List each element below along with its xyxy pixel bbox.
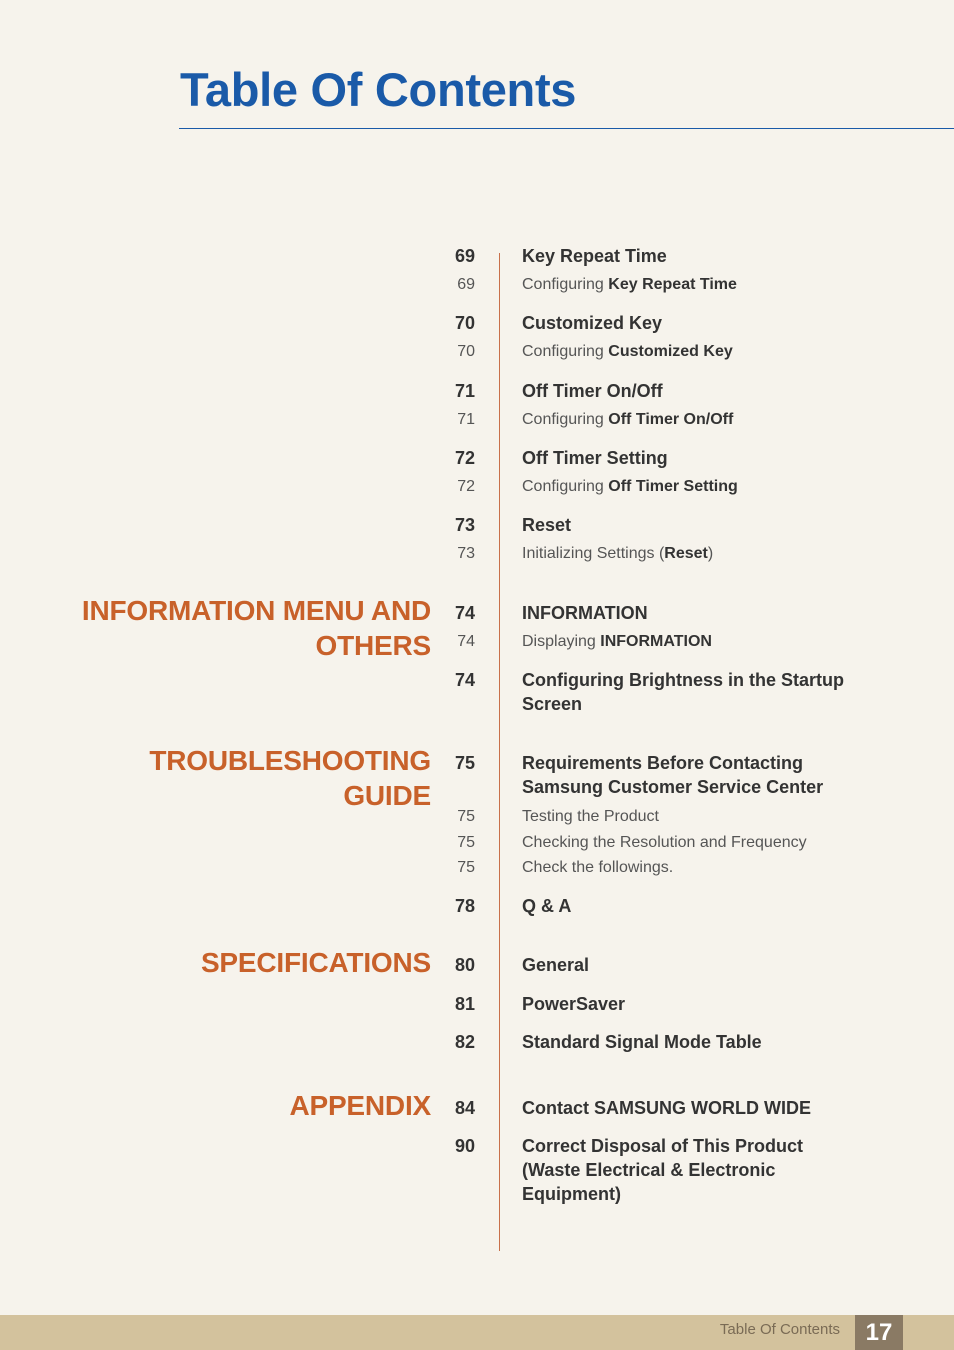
page-number-badge: 17 xyxy=(855,1315,903,1350)
section-title-line: OTHERS xyxy=(315,630,431,661)
entry-label: Reset xyxy=(522,515,572,535)
entry-bold: Reset xyxy=(664,545,708,562)
title-rule xyxy=(179,128,954,129)
entry-label-line: Samsung Customer Service Center xyxy=(522,777,824,797)
entry-label: General xyxy=(522,955,590,975)
entry-label: Check the followings. xyxy=(522,859,674,876)
page-number: 69 xyxy=(457,276,475,293)
entry-label-line: (Waste Electrical & Electronic xyxy=(522,1160,776,1180)
entry-label xyxy=(522,340,882,364)
page-number: 74 xyxy=(454,670,475,690)
entry-label xyxy=(522,408,882,432)
entry-label xyxy=(522,475,882,499)
page-number: 72 xyxy=(457,478,475,495)
page-number: 73 xyxy=(457,545,475,562)
entry-label: Off Timer Setting xyxy=(522,448,668,468)
entry-prefix: Configuring xyxy=(522,478,604,495)
entry-label xyxy=(522,751,882,799)
page-number: 74 xyxy=(457,633,475,650)
entry-bold: INFORMATION xyxy=(600,633,712,650)
entry-prefix: Configuring xyxy=(522,276,604,293)
page-number: 71 xyxy=(454,381,475,401)
entry-bold: Off Timer On/Off xyxy=(608,411,734,428)
entry-label: Contact SAMSUNG WORLD WIDE xyxy=(522,1098,811,1118)
entry-suffix: ) xyxy=(707,545,714,562)
entry-label: Standard Signal Mode Table xyxy=(522,1032,762,1052)
page-number: 72 xyxy=(454,448,475,468)
page-number: 69 xyxy=(454,246,475,266)
entry-prefix: Initializing Settings ( xyxy=(522,545,665,562)
section-title-troubleshooting[interactable] xyxy=(149,743,431,813)
entry-bold: Key Repeat Time xyxy=(608,276,737,293)
entry-label: PowerSaver xyxy=(522,994,626,1014)
entry-label xyxy=(522,1134,882,1206)
entry-label: Q & A xyxy=(522,896,572,916)
section-title-appendix[interactable]: APPENDIX xyxy=(289,1090,431,1121)
section-title-specifications[interactable]: SPECIFICATIONS xyxy=(200,947,431,978)
entry-label: Key Repeat Time xyxy=(522,246,667,266)
page-title: Table Of Contents xyxy=(180,63,577,116)
entry-label xyxy=(522,668,882,716)
footer-label: Table Of Contents xyxy=(719,1321,840,1338)
entry-prefix: Configuring xyxy=(522,411,604,428)
page-number: 71 xyxy=(457,411,475,428)
page-number: 75 xyxy=(457,859,475,876)
entry-label xyxy=(522,630,882,654)
entry-label xyxy=(522,542,882,566)
page-number: 74 xyxy=(454,603,475,623)
page-number: 80 xyxy=(454,955,475,975)
page-number: 75 xyxy=(457,834,475,851)
section-title-line: TROUBLESHOOTING xyxy=(149,745,431,776)
page-number: 70 xyxy=(454,313,475,333)
page-number: 70 xyxy=(457,343,475,360)
page-number: 84 xyxy=(454,1098,475,1118)
column-divider xyxy=(499,253,500,1251)
entry-label: Testing the Product xyxy=(522,808,659,825)
entry-prefix: Configuring xyxy=(522,343,604,360)
entry-label-line: Correct Disposal of This Product xyxy=(522,1136,804,1156)
section-title-line: INFORMATION MENU AND xyxy=(81,595,431,626)
page-number: 73 xyxy=(454,515,475,535)
entry-label-line: Requirements Before Contacting xyxy=(522,753,804,773)
entry-label-line: Configuring Brightness in the Startup xyxy=(522,670,844,690)
entry-label: Customized Key xyxy=(522,313,663,333)
entry-label: Off Timer On/Off xyxy=(522,381,663,401)
entry-label-line: Equipment) xyxy=(522,1184,621,1204)
entry-label: INFORMATION xyxy=(522,603,648,623)
section-title-line: GUIDE xyxy=(343,780,431,811)
entry-label xyxy=(522,273,882,297)
page-number: 90 xyxy=(454,1136,475,1156)
page-number: 78 xyxy=(454,896,475,916)
page-number: 75 xyxy=(457,808,475,825)
entry-label: Checking the Resolution and Frequency xyxy=(522,834,807,851)
page-number: 81 xyxy=(454,994,475,1014)
page-number: 75 xyxy=(454,753,475,773)
entry-prefix: Displaying xyxy=(522,633,596,650)
entry-bold: Customized Key xyxy=(608,343,733,360)
entry-label-line: Screen xyxy=(522,694,583,714)
page-number: 82 xyxy=(454,1032,475,1052)
section-title-information[interactable] xyxy=(82,593,431,663)
entry-bold: Off Timer Setting xyxy=(608,478,738,495)
